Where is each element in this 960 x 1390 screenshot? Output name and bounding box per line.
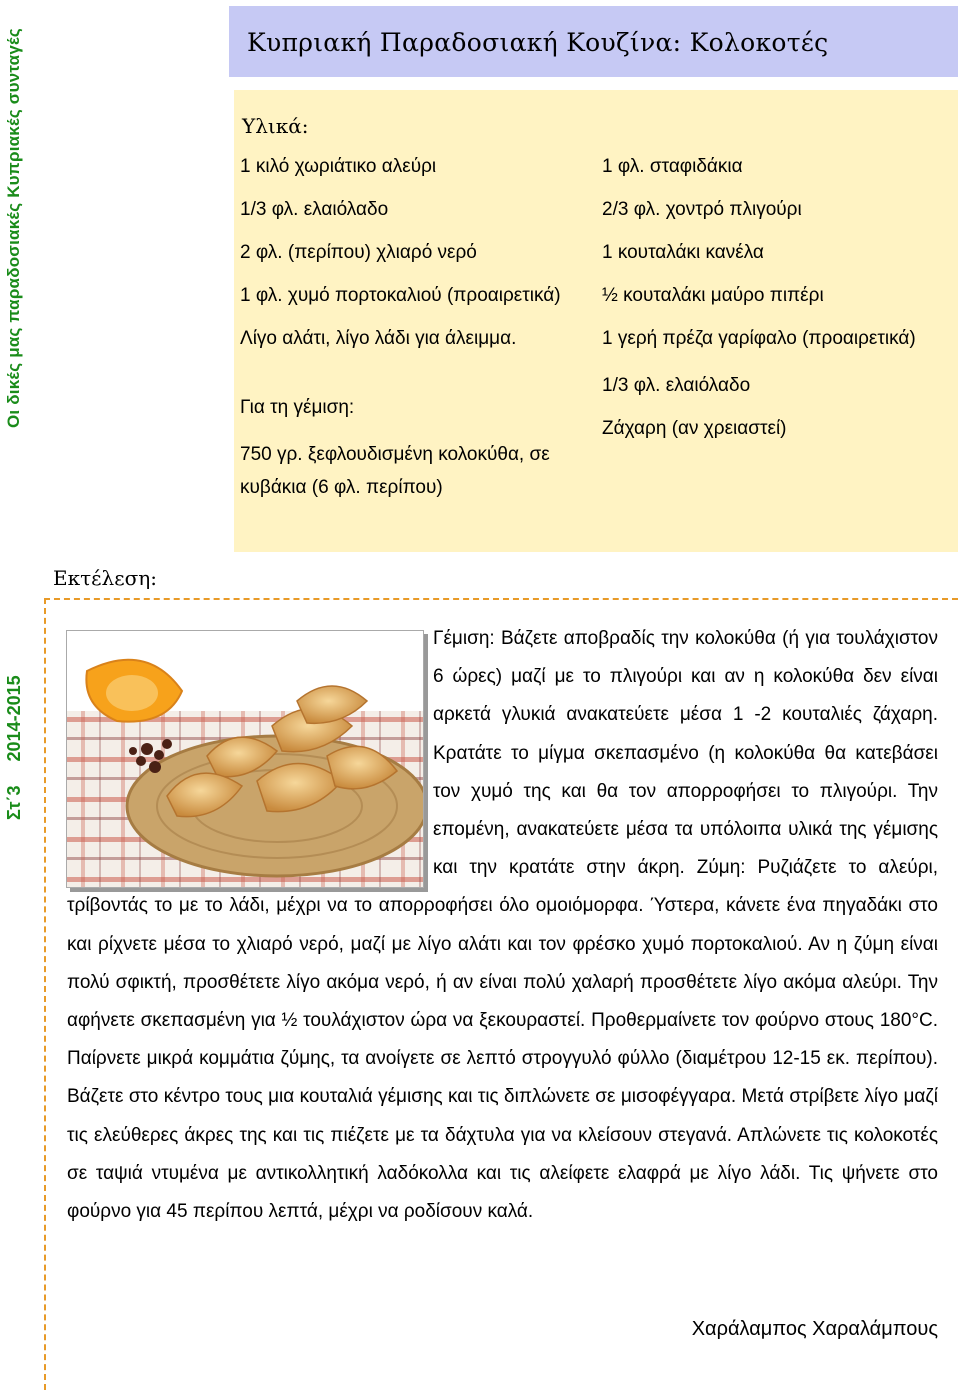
class-label: Στ΄3 [4, 785, 24, 820]
photo-spacer [67, 620, 429, 885]
ingredient-item: 1 κιλό χωριάτικο αλεύρι [240, 156, 437, 177]
ingredients-right-column [602, 150, 952, 455]
ingredient-item: 2/3 φλ. χοντρό πλιγούρι [602, 199, 802, 220]
class-year-vertical [4, 651, 25, 820]
ingredient-item: 1/3 φλ. ελαιόλαδο [240, 199, 389, 220]
recipe-title: Κυπριακή Παραδοσιακή Κουζίνα: Κολοκοτές [247, 28, 829, 57]
instructions-body: Γέμιση: Βάζετε αποβραδίς την κολοκύθα (ή για τουλάχιστον 6 ώρες) μαζί με το πλιγούρι και αν η κολοκύθα δεν είναι αρκετά γλυκιά ανακατεύετε μέσα 1 -2 κουταλιές ζάχαρη. Κρατάτε το μίγμα σκεπασμένο (η κολοκύθα θα κατεβάσει τον χυμό της και θα τον απορροφήσει το πλιγούρι. Την επομένη, ανακατεύετε μέσα τα υπόλοιπα υλικά της γέμισης και την κρατάτε στην άκρη. Ζύμη: Ρυζιάζετε το αλεύρι, τρίβοντάς το με το λάδι, μέχρι να το απορροφήσει όλο ομοιόμορφα. Ύστερα, κάνετε ένα πηγαδάκι στο και ρίχνετε μέσα το χλιαρό νερό, μαζί με λίγο αλάτι και τον φρέσκο χυμό πορτοκαλιού. Αν η ζύμη είναι πολύ σφικτή, προσθέτετε λίγο ακόμα νερό, ή αν είναι πολύ χαλαρή προσθέτετε λίγο ακόμα αλεύρι. Την αφήνετε σκεπασμένη για ½ τουλάχιστον ώρα να ξεκουραστεί. Προθερμαίνετε τον φούρνο στους 180°C. Παίρνετε μικρά κομμάτια ζύμης, τα ανοίγετε σε λεπτό στρογγυλό φύλλο (διαμέτρου 12-15 εκ. περίπου). Βάζετε στο κέντρο τους μια κουταλιά γέμισης και τις διπλώνετε σε μισοφέγγαρα. Μετά στρίβετε λίγο μαζί τις ελεύθερες άκρες της και τις πιέζετε με τα δάχτυλα για να κλείσουν στεγανά. Απλώνετε τις κολοκοτές σε ταψιά ντυμένα με αντικολλητική λαδόκολλα και τις αλείφετε ελαφρά με λίγο λάδι. Τις ψήνετε στο φούρνο για 45 περίπου λεπτά, μέχρι να ροδίσουν καλά. [67, 628, 938, 1223]
ingredients-heading: Υλικά: [242, 114, 309, 138]
instructions-text [67, 620, 938, 1231]
ingredient-item: ½ κουταλάκι μαύρο πιπέρι [602, 285, 824, 306]
ingredient-item: 2 φλ. (περίπου) χλιαρό νερό [240, 242, 477, 263]
ingredient-item: 1 κουταλάκι κανέλα [602, 242, 764, 263]
ingredient-item: 1/3 φλ. ελαιόλαδο [602, 375, 751, 396]
ingredient-item: 1 γερή πρέζα γαρίφαλο (προαιρετικά) [602, 328, 916, 349]
school-year: 2014-2015 [4, 675, 24, 762]
ingredient-item: 1 φλ. σταφιδάκια [602, 156, 743, 177]
ingredients-left-column [240, 150, 585, 514]
title-banner [229, 6, 958, 77]
ingredient-item: Ζάχαρη (αν χρειαστεί) [602, 418, 787, 439]
author-name: Χαράλαμπος Χαραλάμπους [691, 1318, 938, 1340]
ingredients-box [234, 90, 958, 552]
ingredient-item: 1 φλ. χυμό πορτοκαλιού (προαιρετικά) [240, 285, 561, 306]
ingredient-item: 750 γρ. ξεφλουδισμένη κολοκύθα, σε κυβάκια (6 φλ. περίπου) [240, 444, 550, 498]
filling-subheading: Για τη γέμιση: [240, 397, 355, 418]
ingredient-item: Λίγο αλάτι, λίγο λάδι για άλειμμα. [240, 328, 517, 349]
instructions-heading: Εκτέλεση: [53, 566, 157, 590]
series-title-vertical: Οι δικές μας παραδοσιακές Κυπριακές συνταγές [4, 28, 23, 428]
